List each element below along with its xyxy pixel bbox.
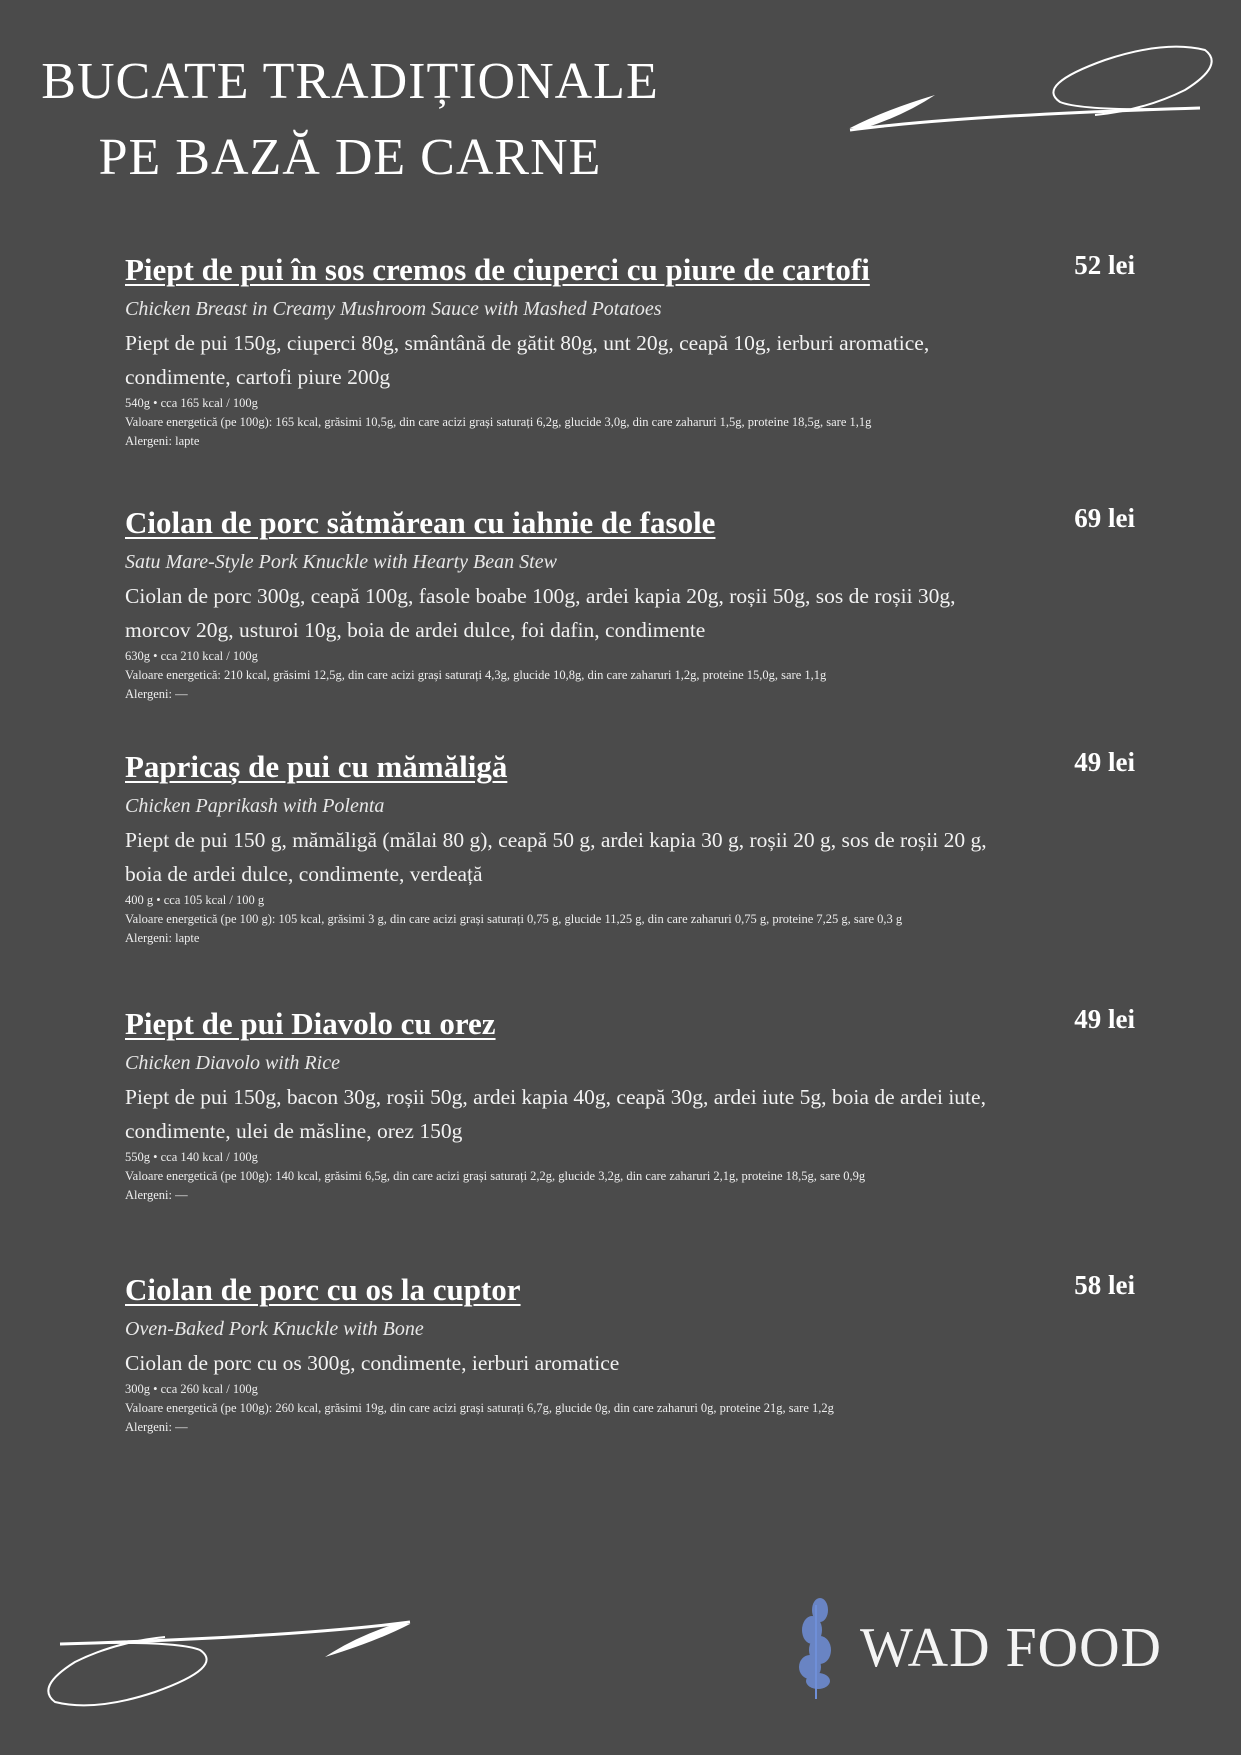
menu-item xyxy=(125,1006,1135,1205)
item-allergens: Alergeni: lapte xyxy=(125,434,200,448)
item-portion: 630g • cca 210 kcal / 100g xyxy=(125,649,258,663)
item-ingredients: Piept de pui 150g, ciuperci 80g, smântână de gătit 80g, unt 20g, ceapă 10g, ierburi aromatice, condimente, cartofi piure 200g xyxy=(125,331,930,389)
item-name: Papricaș de pui cu mămăligă xyxy=(125,749,508,784)
item-nutrition: Valoare energetică (pe 100g): 140 kcal, grăsimi 6,5g, din care acizi grași saturați 2,2g, glucide 3,2g, din care zaharuri 2,1g, proteine 18,5g, sare 0,9g xyxy=(125,1169,866,1183)
item-ingredients: Ciolan de porc 300g, ceapă 100g, fasole boabe 100g, ardei kapia 20g, roșii 50g, sos de roșii 30g, morcov 20g, usturoi 10g, boia de ardei dulce, foi dafin, condimente xyxy=(125,584,956,642)
rosemary-sprig-icon xyxy=(790,1595,842,1700)
item-name: Piept de pui în sos cremos de ciuperci cu piure de cartofi xyxy=(125,252,870,287)
decorative-swash-bottom xyxy=(45,1612,415,1712)
item-name: Ciolan de porc cu os la cuptor xyxy=(125,1272,521,1307)
item-ingredients: Piept de pui 150g, bacon 30g, roșii 50g, ardei kapia 40g, ceapă 30g, ardei iute 5g, boia de ardei iute, condimente, ulei de măsline, orez 150g xyxy=(125,1085,986,1143)
item-ingredients: Piept de pui 150 g, mămăligă (mălai 80 g), ceapă 50 g, ardei kapia 30 g, roșii 20 g, sos de roșii 20 g, boia de ardei dulce, condimente, verdeață xyxy=(125,828,987,886)
page-title-line-1: BUCATE TRADIȚIONALE xyxy=(41,53,659,110)
item-allergens: Alergeni: — xyxy=(125,687,188,701)
item-nutrition: Valoare energetică: 210 kcal, grăsimi 12,5g, din care acizi grași saturați 4,3g, glucide 10,8g, din care zaharuri 1,2g, proteine 15,0g, sare 1,1g xyxy=(125,668,827,682)
item-name: Ciolan de porc sătmărean cu iahnie de fasole xyxy=(125,505,716,540)
menu-item xyxy=(125,749,1135,948)
item-price: 58 lei xyxy=(1074,1270,1135,1300)
item-portion: 550g • cca 140 kcal / 100g xyxy=(125,1150,258,1164)
menu-item xyxy=(125,505,1135,704)
item-price: 49 lei xyxy=(1074,747,1135,777)
item-ingredients: Ciolan de porc cu os 300g, condimente, ierburi aromatice xyxy=(125,1351,620,1375)
brand-logo xyxy=(790,1595,1162,1700)
item-portion: 540g • cca 165 kcal / 100g xyxy=(125,396,258,410)
item-name: Piept de pui Diavolo cu orez xyxy=(125,1006,496,1041)
item-english-name: Chicken Breast in Creamy Mushroom Sauce with Mashed Potatoes xyxy=(125,298,662,320)
item-price: 52 lei xyxy=(1074,250,1135,280)
page-title-line-2: PE BAZĂ DE CARNE xyxy=(98,129,602,186)
menu-item xyxy=(125,252,1135,451)
item-portion: 300g • cca 260 kcal / 100g xyxy=(125,1382,258,1396)
menu-item xyxy=(125,1272,1135,1437)
item-allergens: Alergeni: — xyxy=(125,1420,188,1434)
item-nutrition: Valoare energetică (pe 100g): 165 kcal, grăsimi 10,5g, din care acizi grași saturați 6,2g, glucide 3,0g, din care zaharuri 1,5g, proteine 18,5g, sare 1,1g xyxy=(125,415,872,429)
item-allergens: Alergeni: lapte xyxy=(125,931,200,945)
item-price: 69 lei xyxy=(1074,503,1135,533)
item-english-name: Chicken Paprikash with Polenta xyxy=(125,795,385,817)
brand-name: WAD FOOD xyxy=(860,1616,1162,1679)
item-english-name: Oven-Baked Pork Knuckle with Bone xyxy=(125,1318,424,1340)
decorative-swash-top xyxy=(845,40,1215,140)
item-nutrition: Valoare energetică (pe 100 g): 105 kcal, grăsimi 3 g, din care acizi grași saturați 0,75 g, glucide 11,25 g, din care zaharuri 0,75 g, proteine 7,25 g, sare 0,3 g xyxy=(125,912,903,926)
item-nutrition: Valoare energetică (pe 100g): 260 kcal, grăsimi 19g, din care acizi grași saturați 6,7g, glucide 0g, din care zaharuri 0g, proteine 21g, sare 1,2g xyxy=(125,1401,834,1415)
item-english-name: Satu Mare-Style Pork Knuckle with Hearty Bean Stew xyxy=(125,551,557,573)
item-english-name: Chicken Diavolo with Rice xyxy=(125,1052,340,1074)
item-price: 49 lei xyxy=(1074,1004,1135,1034)
item-allergens: Alergeni: — xyxy=(125,1188,188,1202)
item-portion: 400 g • cca 105 kcal / 100 g xyxy=(125,893,265,907)
